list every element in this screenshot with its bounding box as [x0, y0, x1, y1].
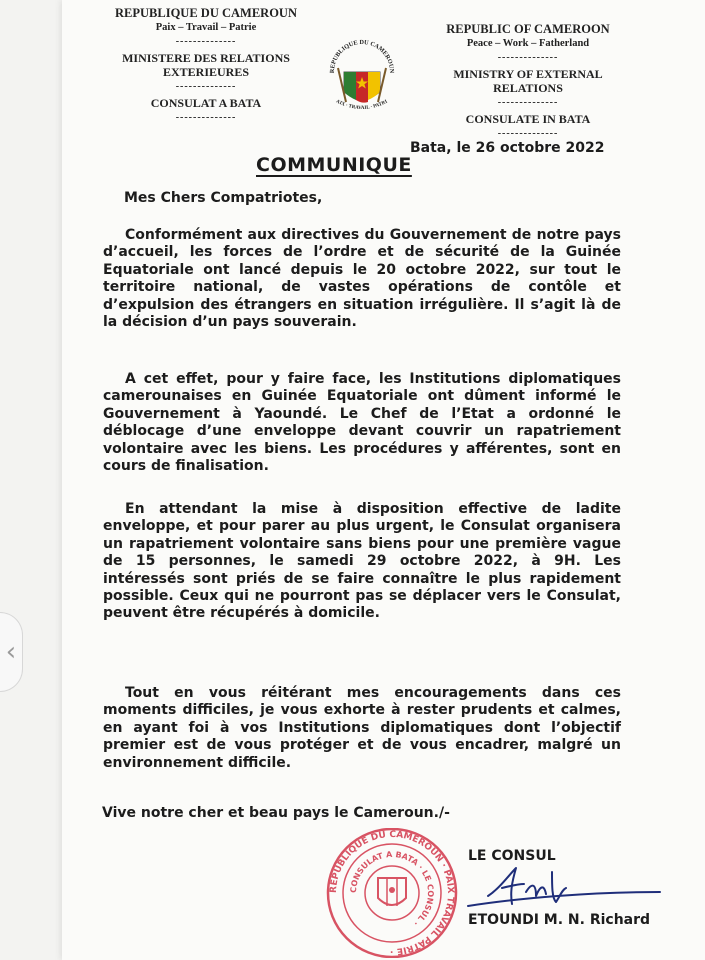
header-separator: -------------- [497, 128, 559, 139]
header-separator: -------------- [175, 36, 237, 47]
consulate-fr: CONSULAT A BATA [150, 96, 262, 110]
consulate-en: CONSULATE IN BATA [465, 112, 591, 126]
ministry-fr: MINISTERE DES RELATIONS EXTERIEURES [122, 51, 290, 79]
paragraph-text: En attendant la mise à disposition effective de ladite enveloppe, et pour parer au plus urgent, le Consulat organisera un rapatriement volontaire sans biens pour une première vague de 15 personnes, le samedi 29 octobre 2022, à 9H. Les intéressés sont priés de se faire connaître le plus rapidement possible. Ceux qui ne pourront pas se déplacer vers le Consulat, peuvent être récupérés à domicile. [103, 501, 621, 622]
header-separator: -------------- [497, 52, 559, 63]
country-name-en: REPUBLIC OF CAMEROON [446, 22, 610, 36]
salutation: Mes Chers Compatriotes, [124, 190, 323, 206]
handwritten-signature [460, 862, 670, 912]
ministry-en: MINISTRY OF EXTERNAL RELATIONS [453, 67, 603, 95]
body-paragraph [103, 227, 621, 331]
body-paragraph [103, 371, 621, 475]
paragraph-text: Tout en vous réitérant mes encouragements dans ces moments difficiles, je vous exhorte à rester prudents et calmes, en ayant foi à vos Institutions diplomatiques dont l’objectif premier est de vous protéger et de vous encadrer, malgré un environnement difficile. [103, 685, 621, 771]
seal-emblem-icon [378, 878, 406, 906]
coat-of-arms-emblem [322, 32, 402, 118]
header-separator: -------------- [175, 81, 237, 92]
motto-en: Peace – Work – Fatherland [466, 38, 590, 49]
document-title: COMMUNIQUE [256, 154, 412, 176]
paragraph-text: Conformément aux directives du Gouvernement de notre pays d’accueil, les forces de l’ordre et de sécurité de la Guinée Equatoriale ont lancé depuis le 20 octobre 2022, sur tout le territoire national, de vastes opérations de contôle et d’expulsion des étrangers en situation irrégulière. Il s’agit là de la décision d’un pays souverain. [103, 227, 621, 331]
chevron-left-icon: ‹ [5, 637, 17, 667]
signatory-name: ETOUNDI M. N. Richard [468, 912, 651, 928]
consulate-seal-stamp [318, 828, 466, 958]
header-right-english [428, 22, 628, 143]
seal-inner-text: CONSULAT A BATA · LE CONSUL · [348, 849, 436, 928]
signatory-title: LE CONSUL [468, 848, 556, 864]
emblem-ring-text-top: REPUBLIQUE DU CAMEROUN [328, 38, 396, 74]
header-left-french [100, 6, 312, 127]
previous-image-button[interactable] [0, 612, 23, 692]
date-line: Bata, le 26 octobre 2022 [410, 140, 605, 156]
header-separator: -------------- [497, 97, 559, 108]
body-paragraph [103, 685, 621, 772]
motto-fr: Paix – Travail – Patrie [155, 22, 257, 33]
seal-ring-text: REPUBLIQUE DU CAMEROUN · PAIX TRAVAIL PATRIE · [328, 829, 456, 957]
emblem-ring-text-bottom: AIX · TRAVAIL · PATRI [335, 99, 389, 112]
closing-line: Vive notre cher et beau pays le Cameroun./- [102, 805, 450, 821]
body-paragraph [103, 501, 621, 623]
paragraph-text: A cet effet, pour y faire face, les Institutions diplomatiques camerounaises en Guinée Equatoriale ont dûment informé le Gouvernement à Yaoundé. Le Chef de l’Etat a ordonné le déblocage d’une enveloppe devant couvrir un rapatriement volontaire avec les biens. Les procédures y afférentes, sont en cours de finalisation. [103, 371, 621, 475]
header-separator: -------------- [175, 112, 237, 123]
country-name-fr: REPUBLIQUE DU CAMEROUN [115, 6, 297, 20]
